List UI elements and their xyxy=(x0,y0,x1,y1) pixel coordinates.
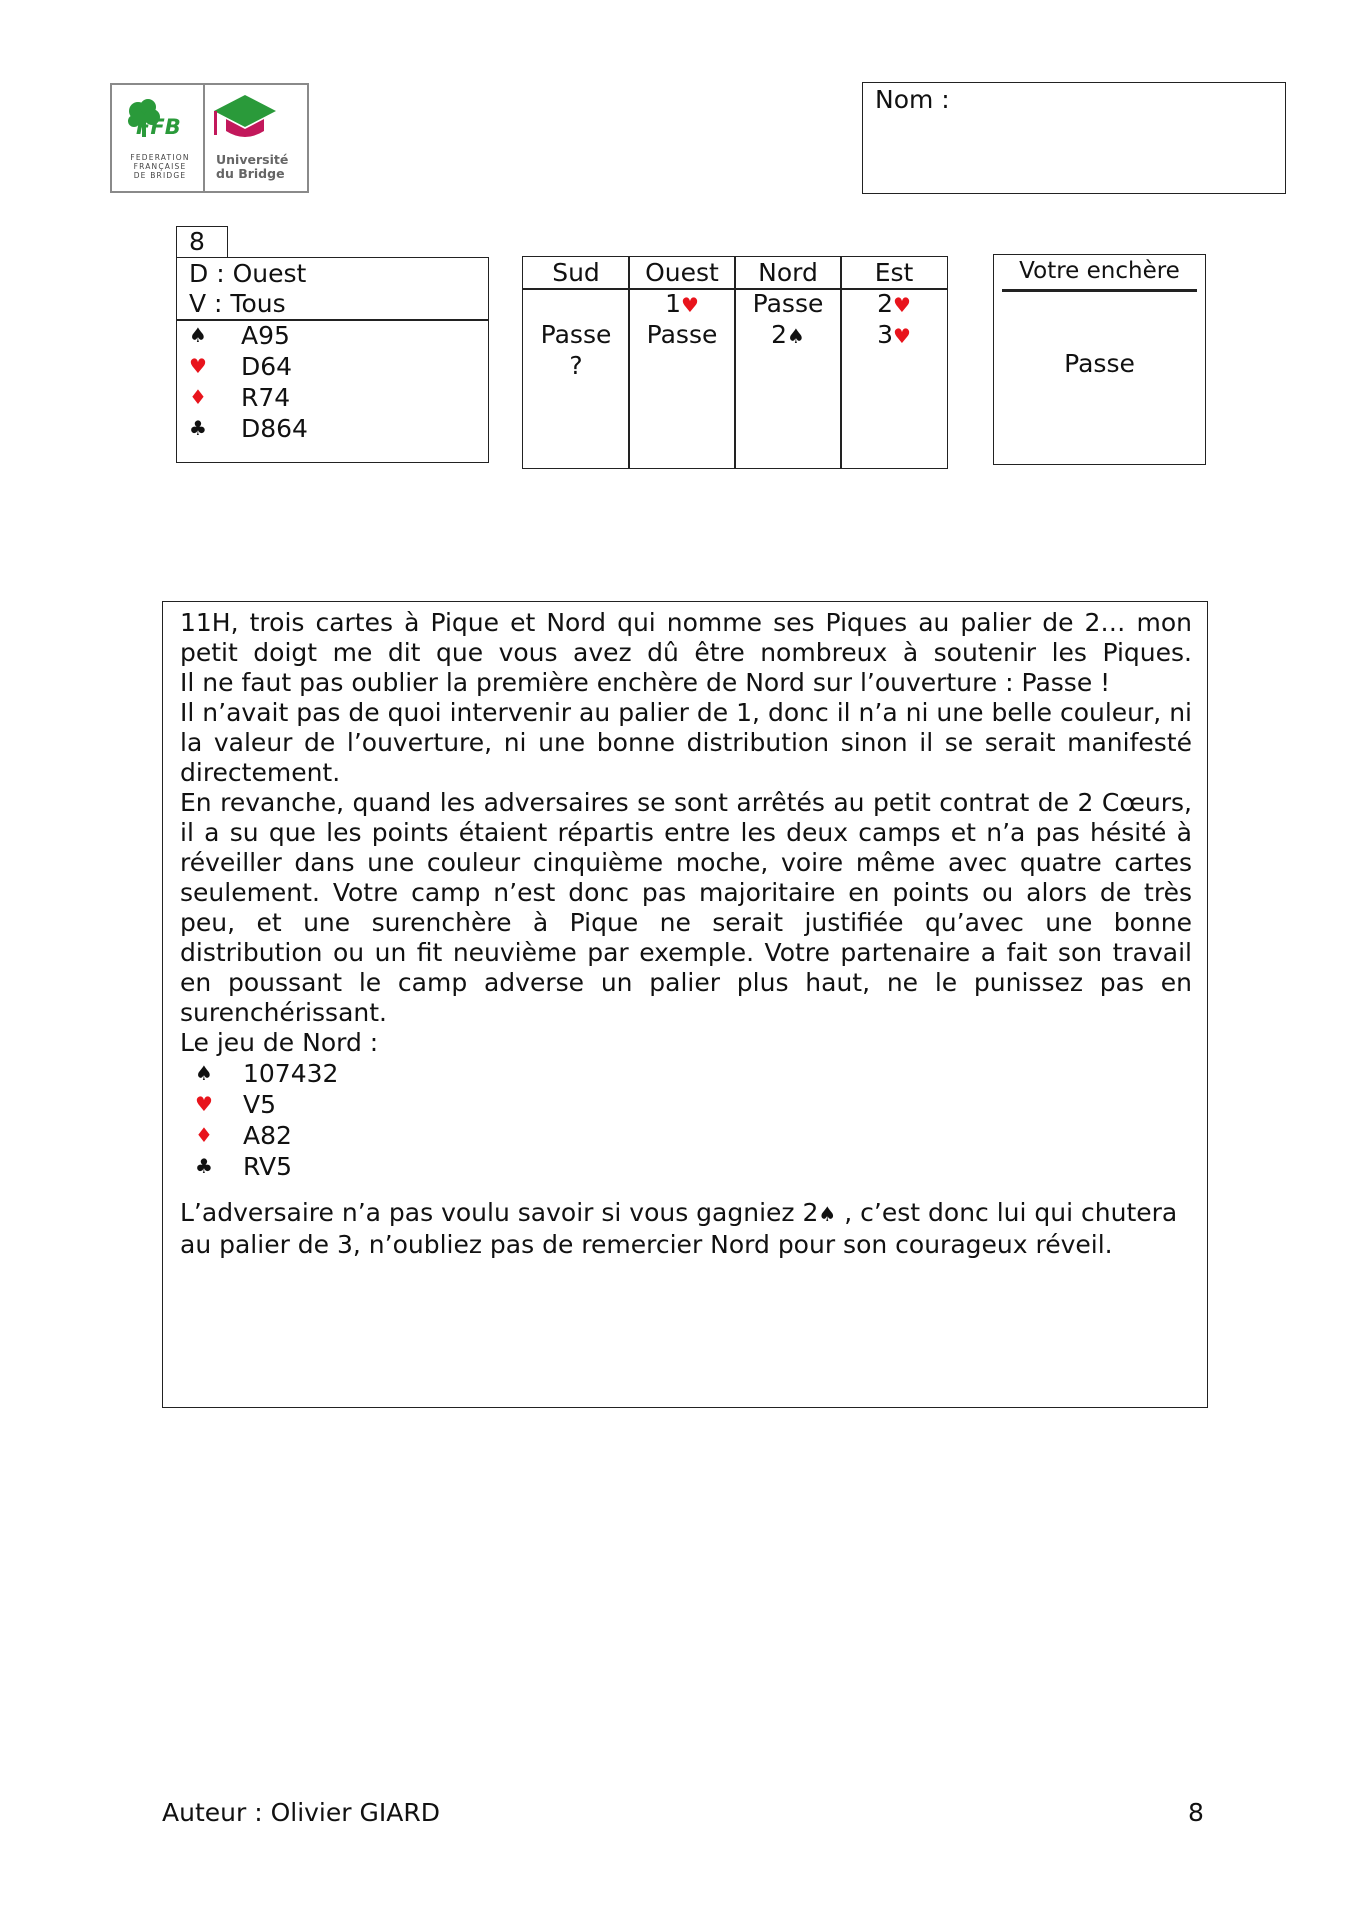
bid-cell xyxy=(629,350,735,381)
diamond-icon: ♦ xyxy=(195,1123,213,1147)
hand-divider xyxy=(177,319,488,321)
club-icon: ♣ xyxy=(189,416,207,440)
ffb-wordmark: FFB xyxy=(136,115,181,139)
your-bid-value: Passe xyxy=(1064,349,1135,378)
federation-text: FEDERATION FRANÇAISE DE BRIDGE xyxy=(130,153,190,180)
heart-icon: ♥ xyxy=(195,1092,213,1116)
your-bid-title: Votre enchère xyxy=(1019,258,1180,284)
heart-icon: ♥ xyxy=(189,354,207,378)
bidding-table xyxy=(522,256,948,469)
north-heart-cards: V5 xyxy=(243,1090,277,1119)
bid-cell: 2♠ xyxy=(771,320,805,349)
your-bid-underline xyxy=(1002,289,1197,292)
author: Auteur : Olivier GIARD xyxy=(162,1798,440,1827)
bidding-column-est xyxy=(841,257,947,381)
bidding-header-ouest: Ouest xyxy=(645,258,719,287)
bid-cell: 1♥ xyxy=(665,289,699,318)
bid-cell: 3♥ xyxy=(877,320,911,349)
deal-number-box xyxy=(176,226,228,258)
north-club-cards: RV5 xyxy=(243,1152,293,1181)
logo-divider xyxy=(203,85,205,191)
bid-cell xyxy=(735,350,841,381)
diamond-cards: R74 xyxy=(241,383,291,412)
north-hand-title: Le jeu de Nord : xyxy=(180,1028,379,1057)
graduation-cap-icon xyxy=(212,93,278,145)
commentary-paragraph: 11H, trois cartes à Pique et Nord qui nomme ses Piques au palier de 2… mon petit doigt me dit que vous avez dû être nombreux à soutenir les Piques. xyxy=(180,608,1192,667)
vulnerability-label: V : Tous xyxy=(189,289,286,318)
your-bid-box[interactable] xyxy=(993,254,1206,465)
commentary-box xyxy=(162,601,1208,1408)
bid-cell: Passe xyxy=(646,320,718,349)
diamond-icon: ♦ xyxy=(189,385,207,409)
bidding-column-ouest xyxy=(629,257,735,381)
south-hand-box xyxy=(176,257,489,463)
bid-cell xyxy=(841,350,947,381)
north-spade-cards: 107432 xyxy=(243,1059,339,1088)
north-diamond-cards: A82 xyxy=(243,1121,292,1150)
name-field[interactable] xyxy=(862,82,1286,194)
bidding-header-sud: Sud xyxy=(552,258,600,287)
commentary-paragraph: Il n’avait pas de quoi intervenir au palier de 1, donc il n’a ni une belle couleur, ni la valeur de l’ouverture, ni une bonne distribution sinon il se serait manifesté directement. xyxy=(180,698,1192,787)
ffb-logo xyxy=(110,83,309,193)
name-label: Nom : xyxy=(875,85,950,114)
commentary-paragraph: En revanche, quand les adversaires se sont arrêtés au petit contrat de 2 Cœurs, il a su que les points étaient répartis entre les deux camps et n’a pas hésité à réveiller dans une couleur cinquième moche, voire même avec quatre cartes seulement. Votre camp n’est donc pas majoritaire en points ou alors de très peu, et une surenchère à Pique ne serait justifiée qu’avec une bonne distribution ou un fit neuvième par exemple. Votre partenaire a fait son travail en poussant le camp adverse un palier plus haut, ne le punissez pas en surenchérissant. xyxy=(180,788,1192,1027)
commentary-conclusion: au palier de 3, n’oubliez pas de remercier Nord pour son courageux réveil. xyxy=(180,1230,1113,1259)
bidding-header-est: Est xyxy=(874,258,914,287)
spade-icon: ♠ xyxy=(189,323,207,347)
bid-cell: 2♥ xyxy=(877,289,911,318)
page-number: 8 xyxy=(1188,1798,1204,1827)
commentary-paragraph: Il ne faut pas oublier la première enchère de Nord sur l’ouverture : Passe ! xyxy=(180,668,1111,697)
spade-cards: A95 xyxy=(241,321,290,350)
universite-text: Université du Bridge xyxy=(216,152,289,181)
dealer-label: D : Ouest xyxy=(189,259,307,288)
bid-cell-question: ? xyxy=(569,351,583,380)
bid-cell: Passe xyxy=(540,320,612,349)
club-cards: D864 xyxy=(241,414,308,443)
bidding-column-sud xyxy=(523,257,629,381)
club-icon: ♣ xyxy=(195,1154,213,1178)
deal-number: 8 xyxy=(189,227,205,256)
bid-cell xyxy=(523,288,629,319)
bidding-header-nord: Nord xyxy=(758,258,818,287)
bid-cell: Passe xyxy=(752,289,824,318)
heart-cards: D64 xyxy=(241,352,293,381)
spade-icon: ♠ xyxy=(195,1061,213,1085)
commentary-conclusion: L’adversaire n’a pas voulu savoir si vous gagniez 2♠ , c’est donc lui qui chutera xyxy=(180,1198,1178,1227)
bidding-column-nord xyxy=(735,257,841,381)
